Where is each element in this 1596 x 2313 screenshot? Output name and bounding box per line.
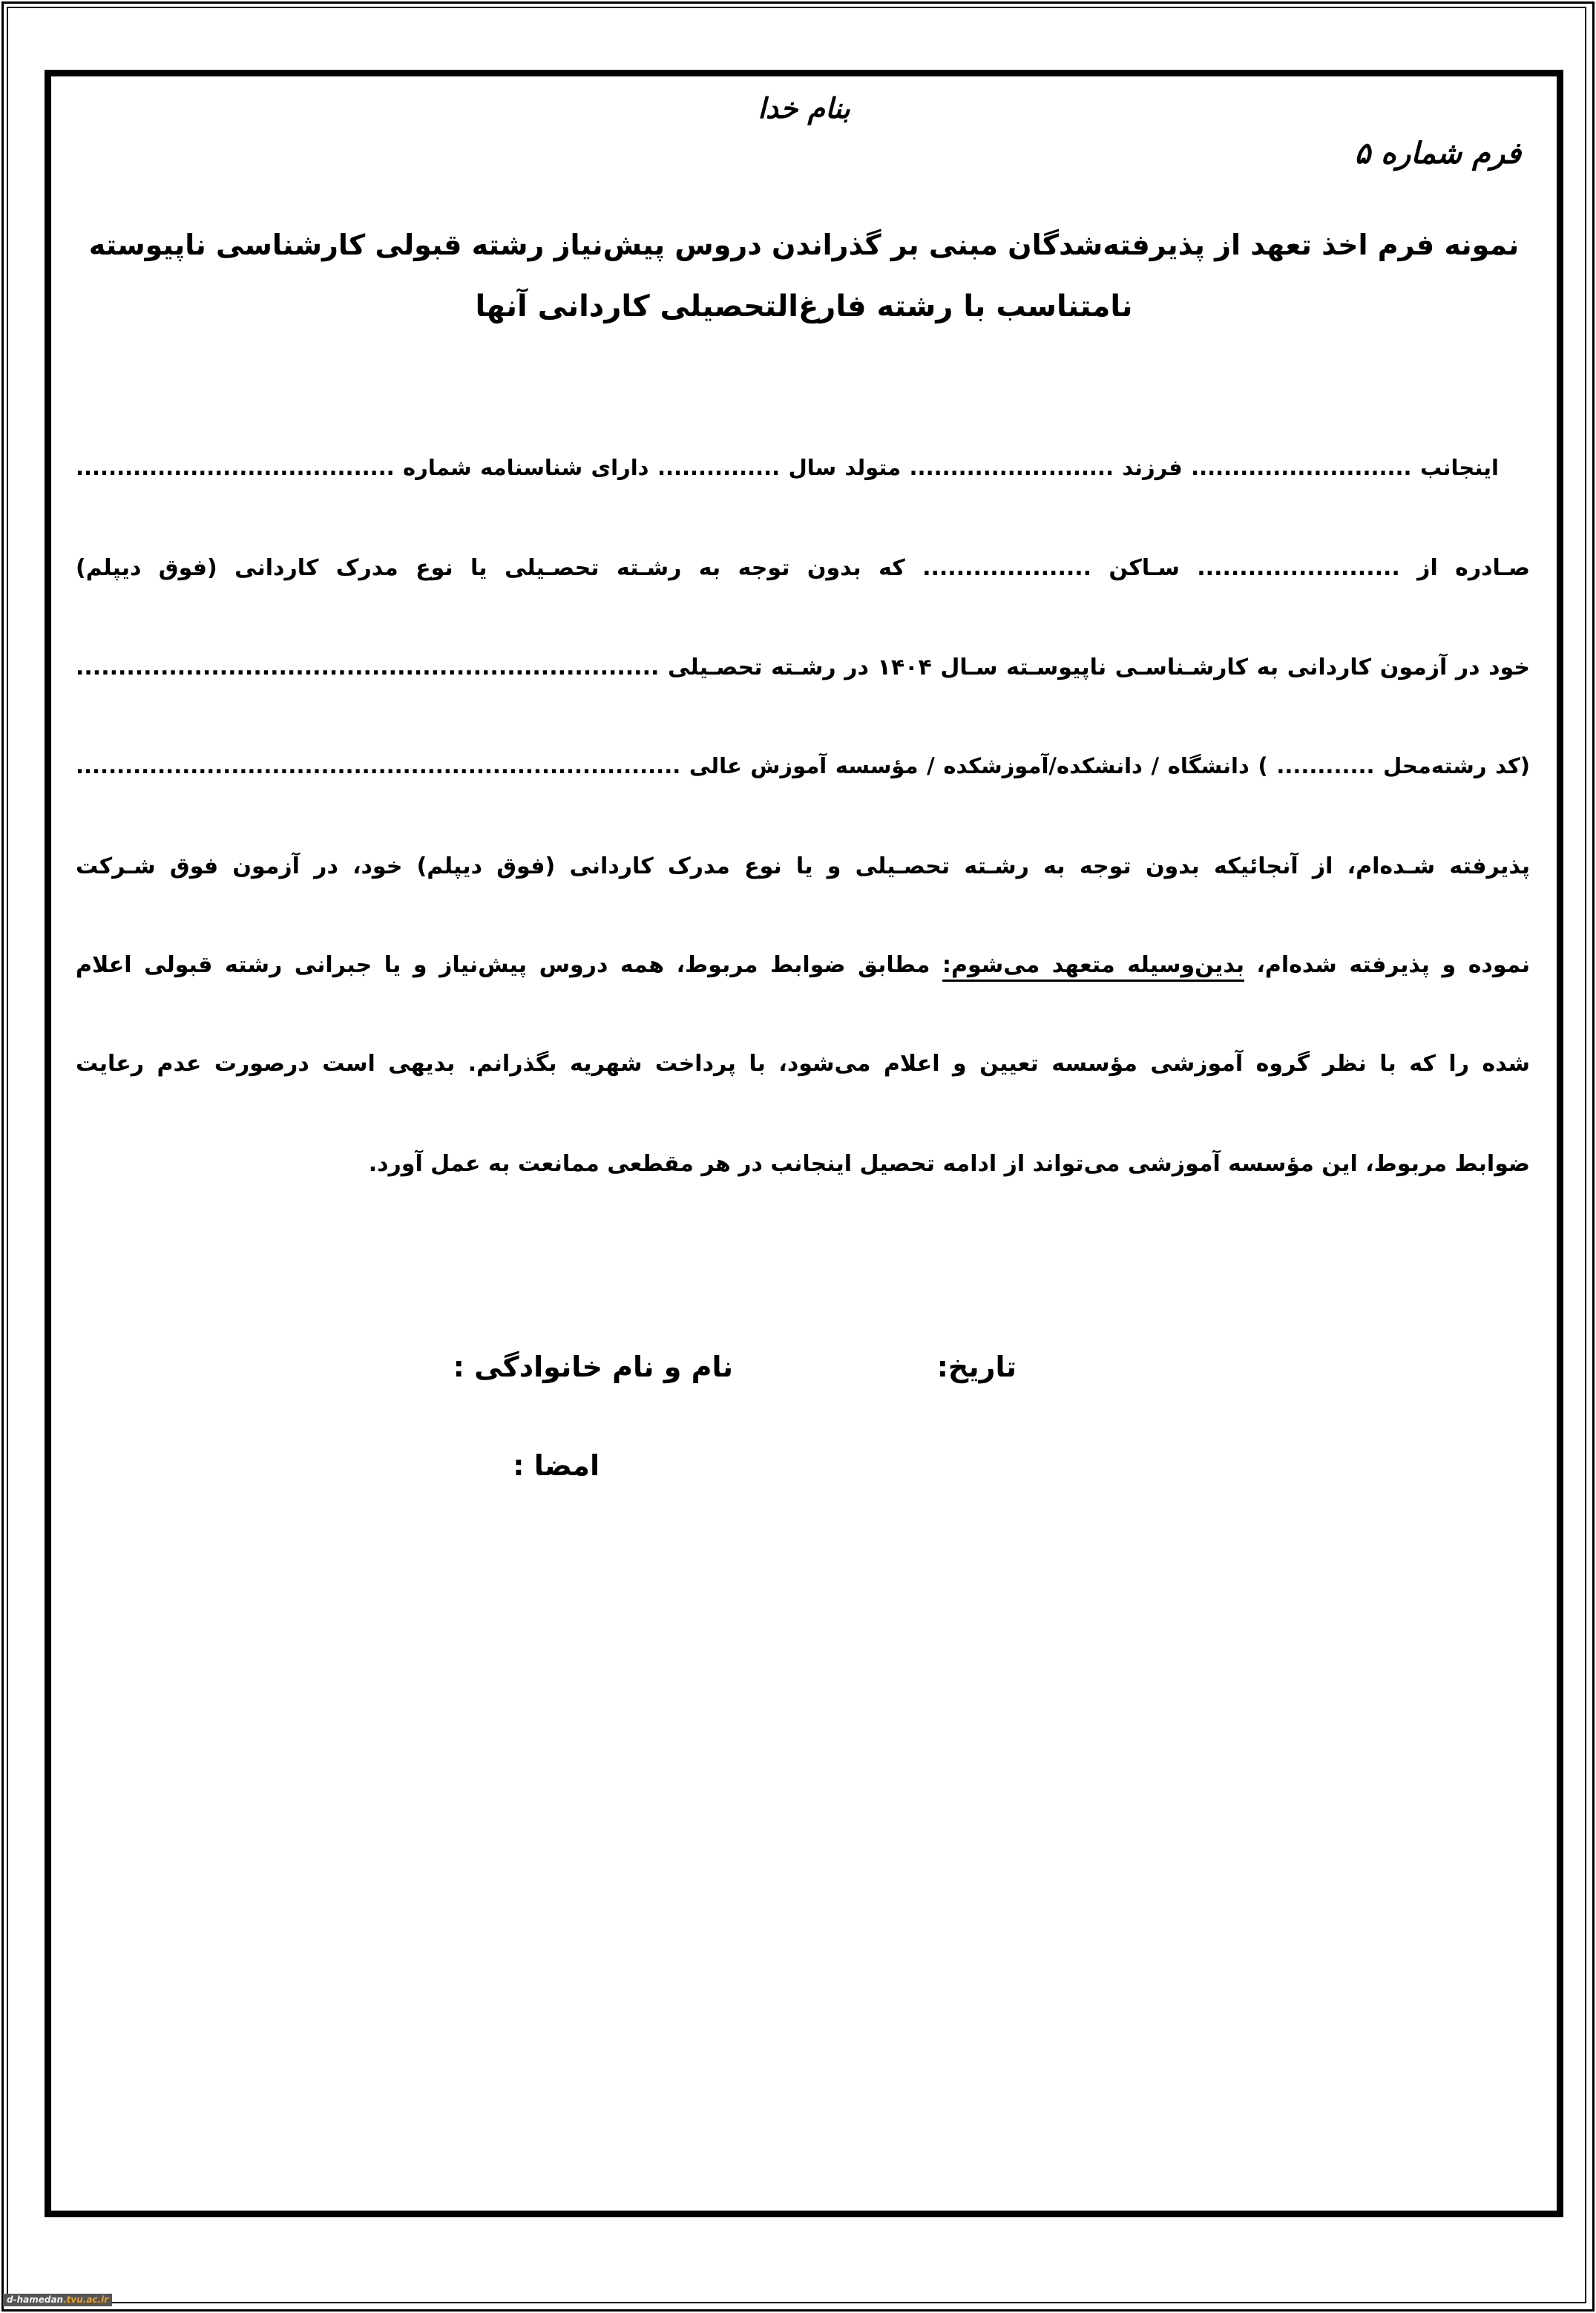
commitment-text-after: مطابق ضوابط مربوط، همه دروس پیش‌نیاز و یا جبرانی رشته قبولی اعلام: [76, 952, 943, 978]
basmala-heading: بنام خدا: [758, 91, 850, 125]
watermark-domain-part1: d-hamedan: [7, 2294, 64, 2305]
body-line-identity: اینجانب ........................... فرزند ......................... متولد سال ............... دارای شناسنامه شماره .......................................: [76, 455, 1499, 480]
body-line-commitment: [76, 952, 1530, 978]
full-name-label: نام و نام خانوادگی :: [453, 1351, 733, 1383]
commitment-text-before: نموده و پذیرفته شده‌ام،: [1244, 952, 1531, 978]
body-line-institution: (کد رشته‌محل ............ ) دانشگاه / دانشکده/آموزشکده / مؤسسه آموزش عالی ..........................................................................: [76, 753, 1530, 778]
date-label: تاریخ:: [936, 1351, 1017, 1383]
body-line-consequence: ضوابط مربوط، این مؤسسه آموزشی می‌تواند از ادامه تحصیل اینجانب در هر مقطعی ممانعت به عمل آورد.: [368, 1151, 1530, 1177]
body-line-residence: صـادره از ........................ سـاکن .................... که بدون توجه به رشـته تحصـیلی یا نوع مدرک کاردانی (فوق دیپلم): [76, 555, 1530, 581]
body-line-tuition: شده را که با نظر گروه آموزشی مؤسسه تعیین و اعلام می‌شود، با پرداخت شهریه بگذرانم. بدیهی است درصورت عدم رعایت: [76, 1051, 1530, 1077]
form-page: [51, 76, 1557, 2211]
form-title-line-1: نمونه فرم اخذ تعهد از پذیرفته‌شدگان مبنی بر گذراندن دروس پیش‌نیاز رشته قبولی کارشناسی ناپیوسته: [88, 229, 1520, 261]
body-line-exam: خود در آزمون کاردانی به کارشـناسـی ناپیوسـته سـال ۱۴۰۴ در رشـته تحصـیلی .....................................................................: [76, 654, 1530, 680]
body-line-accepted: پذیرفته شـده‌ام، از آنجائیکه بدون توجه به رشـته تحصـیلی و یا نوع مدرک کاردانی (فوق دیپلم) خود، در آزمون فوق شـرکت: [76, 853, 1530, 879]
form-number: فرم شماره ۵: [1354, 136, 1521, 171]
form-title-line-2: نامتناسب با رشته فارغ‌التحصیلی کاردانی آنها: [475, 289, 1133, 324]
site-watermark: [3, 2294, 112, 2306]
commitment-underlined-text: بدین‌وسیله متعهد می‌شوم:: [942, 952, 1244, 978]
watermark-domain-part2: .tvu.ac.ir: [63, 2294, 109, 2305]
signature-label: امضا :: [513, 1449, 600, 1482]
